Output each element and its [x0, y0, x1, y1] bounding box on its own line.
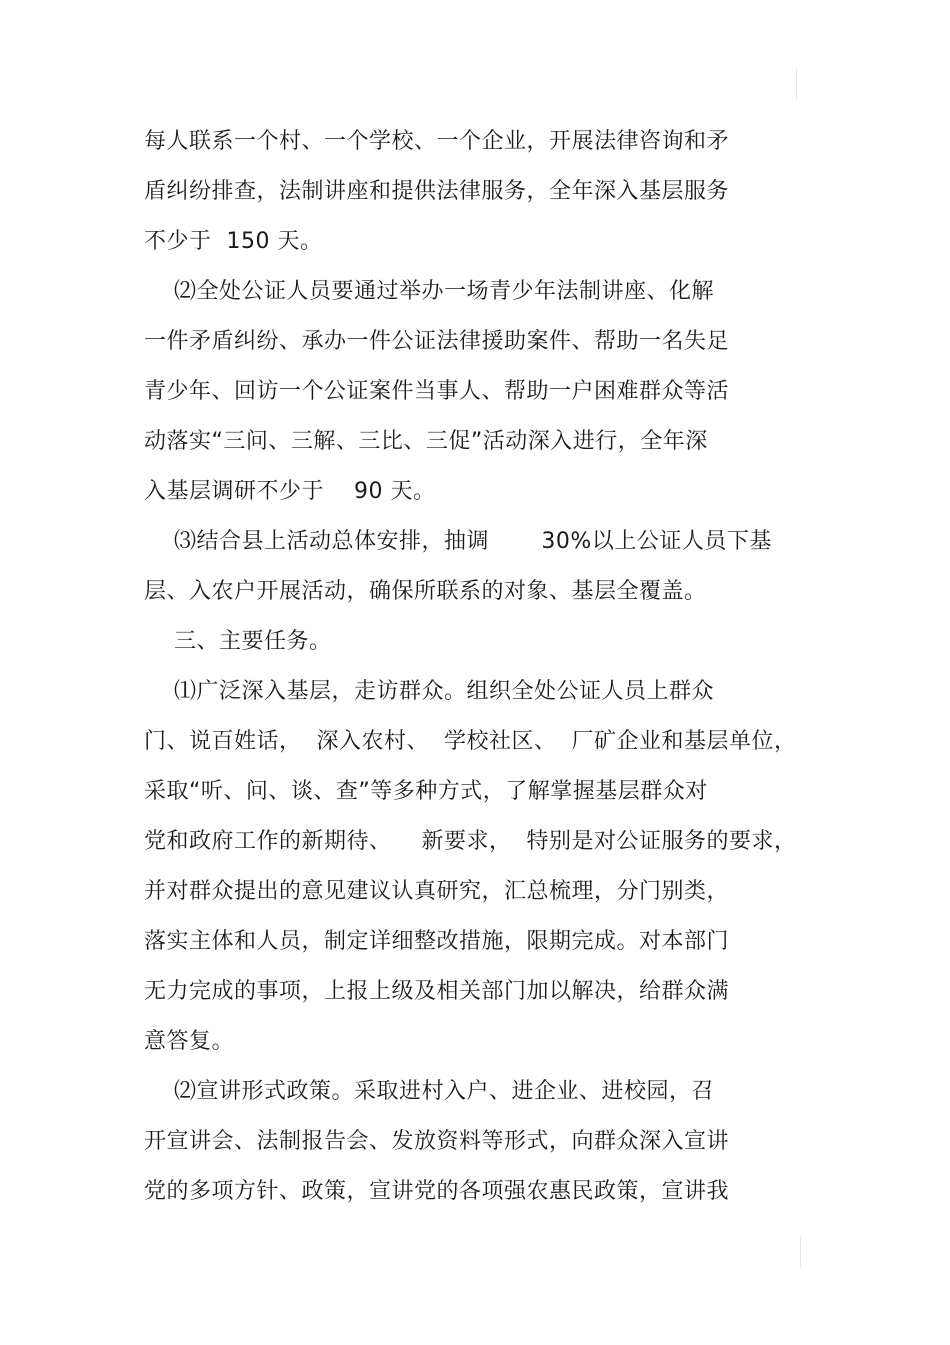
text-line: 采取“听、问、谈、查”等多种方式，了解掌握基层群众对	[144, 779, 708, 804]
text-line: ⑴广泛深入基层，走访群众。组织全处公证人员上群众	[144, 679, 714, 704]
text-line: 意答复。	[144, 1029, 235, 1054]
text-line: 落实主体和人员，制定详细整改措施，限期完成。对本部门	[144, 929, 730, 954]
text-line: 盾纠纷排查，法制讲座和提供法律服务，全年深入基层服务	[144, 179, 730, 204]
text-line: 动落实“三问、三解、三比、三促”活动深入进行，全年深	[144, 429, 708, 454]
text-line: 开宣讲会、法制报告会、发放资料等形式，向群众深入宣讲	[144, 1129, 730, 1154]
page-edge-mark-top	[796, 68, 797, 100]
text-line: ⑵宣讲形式政策。采取进村入户、进企业、进校园，召	[144, 1079, 714, 1104]
text-line: 层、入农户开展活动，确保所联系的对象、基层全覆盖。	[144, 579, 707, 604]
text-line: ⑶结合县上活动总体安排，抽调 30%以上公证人员下基	[144, 529, 772, 554]
text-line: 党和政府工作的新期待、 新要求， 特别是对公证服务的要求，	[144, 829, 797, 854]
text-line: 门、说百姓话， 深入农村、 学校社区、 厂矿企业和基层单位，	[144, 729, 797, 754]
text-line: 青少年、回访一个公证案件当事人、帮助一户困难群众等活	[144, 379, 730, 404]
text-line: 无力完成的事项，上报上级及相关部门加以解决，给群众满	[144, 979, 730, 1004]
text-line: ⑵全处公证人员要通过举办一场青少年法制讲座、化解	[144, 279, 714, 304]
text-line: 并对群众提出的意见建议认真研究，汇总梳理，分门别类，	[144, 879, 730, 904]
text-line: 一件矛盾纠纷、承办一件公证法律援助案件、帮助一名失足	[144, 329, 730, 354]
text-line: 党的多项方针、政策，宣讲党的各项强农惠民政策，宣讲我	[144, 1179, 730, 1204]
section-heading: 三、主要任务。	[144, 629, 332, 654]
text-line: 每人联系一个村、一个学校、一个企业，开展法律咨询和矛	[144, 129, 730, 154]
text-line: 入基层调研不少于 90 天。	[144, 479, 436, 504]
text-line: 不少于 150 天。	[144, 229, 323, 254]
page-edge-mark-bottom	[800, 1236, 801, 1268]
